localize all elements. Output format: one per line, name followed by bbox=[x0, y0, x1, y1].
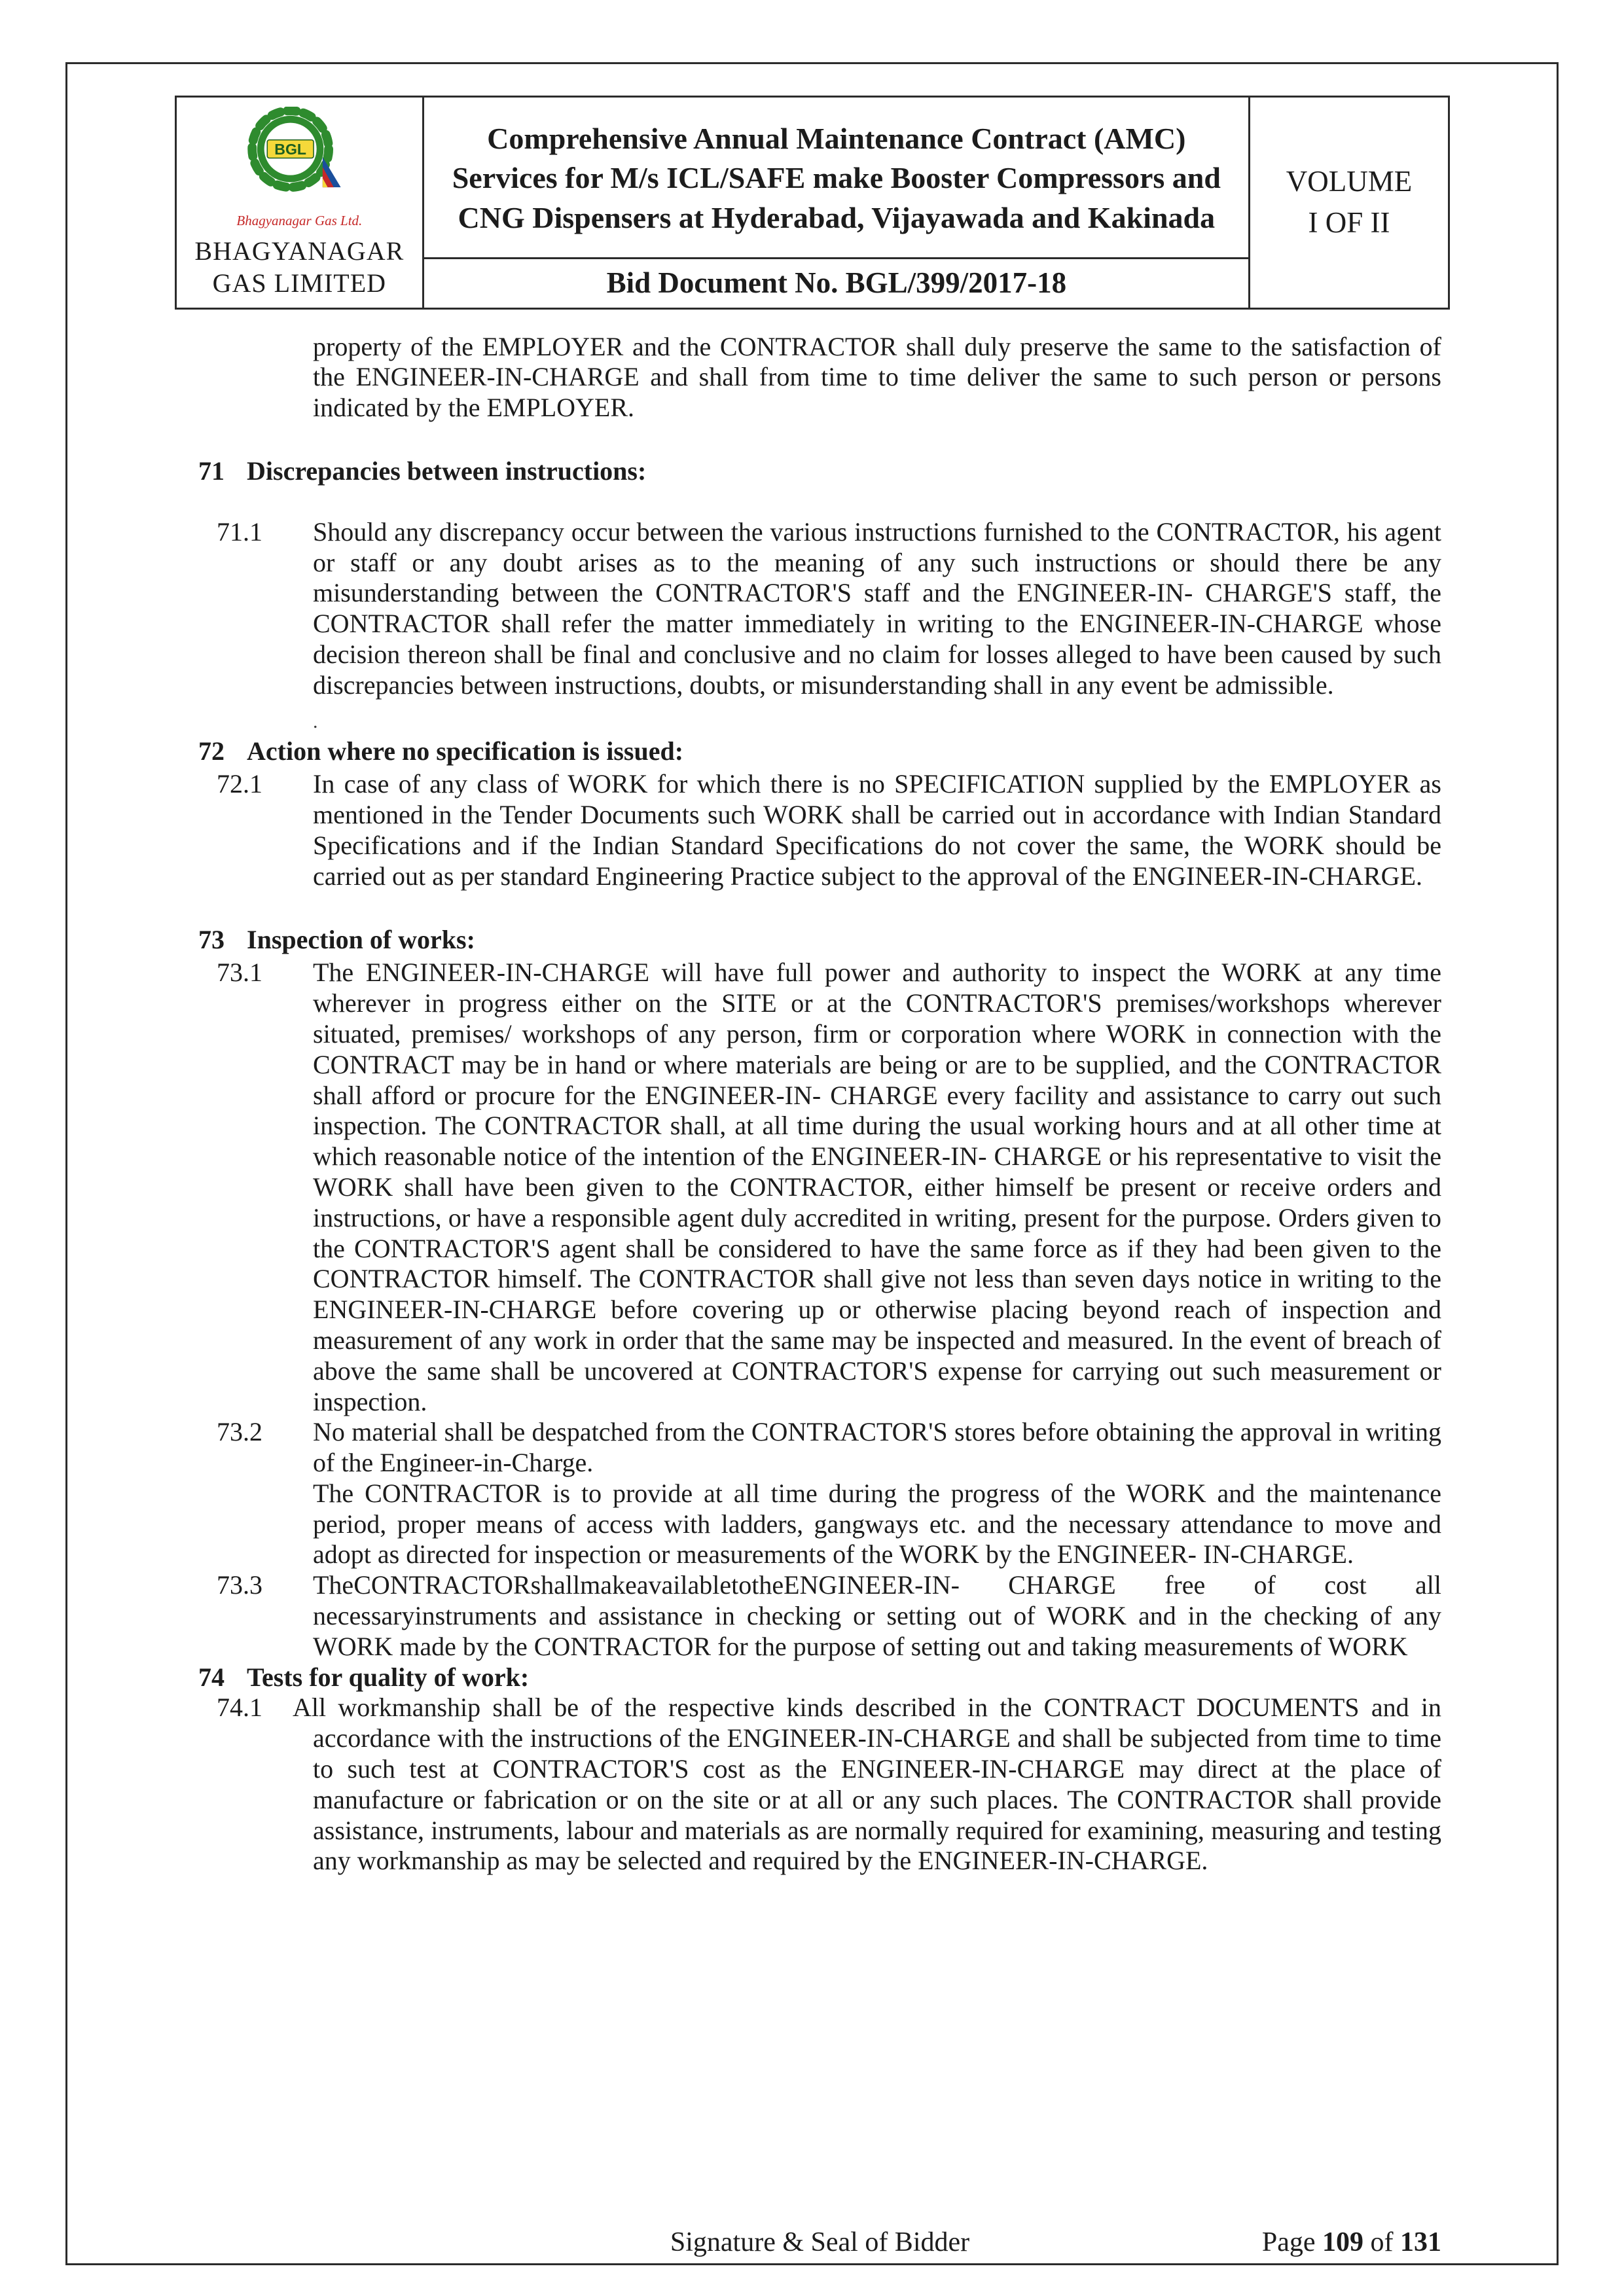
section-72-title: Action where no specification is issued: bbox=[247, 736, 684, 766]
company-name-line2: GAS LIMITED bbox=[212, 268, 387, 298]
section-71-title: Discrepancies between instructions: bbox=[247, 456, 647, 486]
clause-73-3-number: 73.3 bbox=[217, 1570, 262, 1600]
section-heading-71 bbox=[198, 456, 1441, 487]
of-word: of bbox=[1370, 2227, 1394, 2257]
document-title: Comprehensive Annual Maintenance Contract (AMC) Services for M/s ICL/SAFE make Booster Compressors and CNG Dispensers at Hyderabad, Vijayawada and Kakinada bbox=[424, 98, 1248, 259]
section-73-number: 73 bbox=[198, 924, 225, 954]
clause-73-2-number: 73.2 bbox=[217, 1417, 262, 1447]
volume-line1: VOLUME bbox=[1286, 165, 1413, 198]
intro-paragraph: property of the EMPLOYER and the CONTRACTOR shall duly preserve the same to the satisfaction of the ENGINEER-IN-CHARGE and shall from time to time deliver the same to such person or persons indicated by the EMPLOYER. bbox=[313, 331, 1441, 423]
bgl-logo-icon bbox=[232, 107, 367, 211]
stray-dot: . bbox=[313, 710, 318, 732]
logo-cell bbox=[177, 98, 425, 308]
clause-73-1-text: The ENGINEER-IN-CHARGE will have full power and authority to inspect the WORK at any time wherever in progress either on the SITE or at the CONTRACTOR'S premises/workshops wherever situated, premises/ workshops of any person, firm or corporation where WORK in connection with the CONTRACT may be in hand or where materials are being or are to be supplied, and the CONTRACTOR shall afford or procure for the ENGINEER-IN- CHARGE every facility and assistance to carry out such inspection. The CONTRACTOR shall, at all time during the usual working hours and at all other time at which reasonable notice of the intention of the ENGINEER-IN- CHARGE or his representative to visit the WORK shall have been given to the CONTRACTOR, either himself be present or receive orders and instructions, or have a responsible agent duly accredited in writing, present for the purpose. Orders given to the CONTRACTOR'S agent shall be considered to have the same force as if they had been given to the CONTRACTOR himself. The CONTRACTOR shall give not less than seven days notice in writing to the ENGINEER-IN-CHARGE before covering up or otherwise placing beyond reach of inspection and measurement of any work in order that the same may be inspected and measured. In the event of breach of above the same shall be uncovered at CONTRACTOR'S expense for carrying out such measurement or inspection. bbox=[313, 958, 1441, 1416]
clause-74-1-text: All workmanship shall be of the respective kinds described in the CONTRACT DOCUMENTS and in accordance with the instructions of the ENGINEER-IN-CHARGE and shall be subjected from time to time to such test at CONTRACTOR'S cost as the ENGINEER-IN-CHARGE may direct at the place of manufacture or fabrication or on the site or at all or any such places. The CONTRACTOR shall provide assistance, instruments, labour and materials as are normally required for examining, measuring and testing any workmanship as may be selected and required by the ENGINEER-IN-CHARGE. bbox=[293, 1693, 1441, 1876]
clause-72-1 bbox=[198, 769, 1441, 891]
document-body bbox=[67, 332, 1557, 1877]
section-heading-74 bbox=[198, 1662, 1441, 1693]
document-header bbox=[175, 96, 1450, 310]
page-indicator-text bbox=[1262, 2227, 1441, 2257]
clause-72-1-text: In case of any class of WORK for which there is no SPECIFICATION supplied by the EMPLOYER as mentioned in the Tender Documents such WORK shall be carried out in accordance with Indian Standard Specifications and if the Indian Standard Specifications do not cover the same, the WORK should be carried out as per standard Engineering Practice subject to the approval of the ENGINEER-IN-CHARGE. bbox=[313, 769, 1441, 891]
volume-cell bbox=[1250, 98, 1447, 308]
page-current: 109 bbox=[1322, 2227, 1363, 2257]
bid-document-number: Bid Document No. BGL/399/2017-18 bbox=[606, 266, 1067, 299]
logo-script-text: Bhagyanagar Gas Ltd. bbox=[236, 213, 363, 228]
section-73-title: Inspection of works: bbox=[247, 924, 475, 954]
clause-73-3 bbox=[198, 1570, 1441, 1662]
company-name bbox=[194, 236, 404, 300]
section-71-number: 71 bbox=[198, 456, 225, 486]
clause-72-1-number: 72.1 bbox=[217, 769, 262, 799]
volume-line2: I OF II bbox=[1308, 206, 1390, 240]
clause-73-1 bbox=[198, 958, 1441, 1417]
clause-73-2-text2: The CONTRACTOR is to provide at all time during the progress of the WORK and the maintenance period, proper means of access with ladders, gangways etc. and the necessary attendance to move and adopt as directed for inspection or measurements of the WORK by the ENGINEER- IN-CHARGE. bbox=[313, 1478, 1441, 1570]
page-border-frame bbox=[65, 62, 1559, 2265]
title-cell bbox=[424, 98, 1250, 308]
clause-74-1 bbox=[198, 1693, 1441, 1876]
page-indicator bbox=[969, 2227, 1441, 2258]
page-total: 131 bbox=[1400, 2227, 1441, 2257]
page-footer bbox=[198, 2227, 1441, 2258]
clause-73-3-text: TheCONTRACTORshallmakeavailabletotheENGINEER-IN- CHARGE free of cost all necessaryinstruments and assistance in checking or setting out of WORK and in the checking of any WORK made by the CONTRACTOR for the purpose of setting out and taking measurements of WORK bbox=[313, 1570, 1441, 1661]
logo-monogram-text: BGL bbox=[274, 141, 306, 158]
clause-71-1-number: 71.1 bbox=[217, 516, 262, 547]
clause-73-2-text-block bbox=[313, 1417, 1441, 1570]
section-74-title: Tests for quality of work: bbox=[247, 1662, 530, 1692]
clause-71-1-text: Should any discrepancy occur between the various instructions furnished to the CONTRACTOR, his agent or staff or any doubt arises as to the meaning of any such instructions or should there be any misunderstanding between the CONTRACTOR'S staff and the ENGINEER-IN- CHARGE'S staff, the CONTRACTOR shall refer the matter immediately in writing to the ENGINEER-IN-CHARGE whose decision thereon shall be final and conclusive and no claim for losses alleged to have been caused by such discrepancies between instructions, doubts, or misunderstanding shall in any event be admissible. bbox=[313, 516, 1441, 700]
section-heading-73 bbox=[198, 925, 1441, 956]
clause-71-1 bbox=[198, 517, 1441, 701]
clause-73-2-text: No material shall be despatched from the CONTRACTOR'S stores before obtaining the approval in writing of the Engineer-in-Charge. bbox=[313, 1417, 1441, 1478]
company-name-line1: BHAGYANAGAR bbox=[194, 236, 405, 266]
signature-label: Signature & Seal of Bidder bbox=[670, 2227, 970, 2257]
section-heading-72 bbox=[198, 736, 1441, 767]
clause-74-1-number: 74.1 bbox=[217, 1693, 262, 1723]
clause-73-2 bbox=[198, 1417, 1441, 1570]
section-72-number: 72 bbox=[198, 736, 225, 766]
section-74-number: 74 bbox=[198, 1662, 225, 1692]
clause-73-1-number: 73.1 bbox=[217, 958, 262, 988]
page-word: Page bbox=[1261, 2227, 1316, 2257]
